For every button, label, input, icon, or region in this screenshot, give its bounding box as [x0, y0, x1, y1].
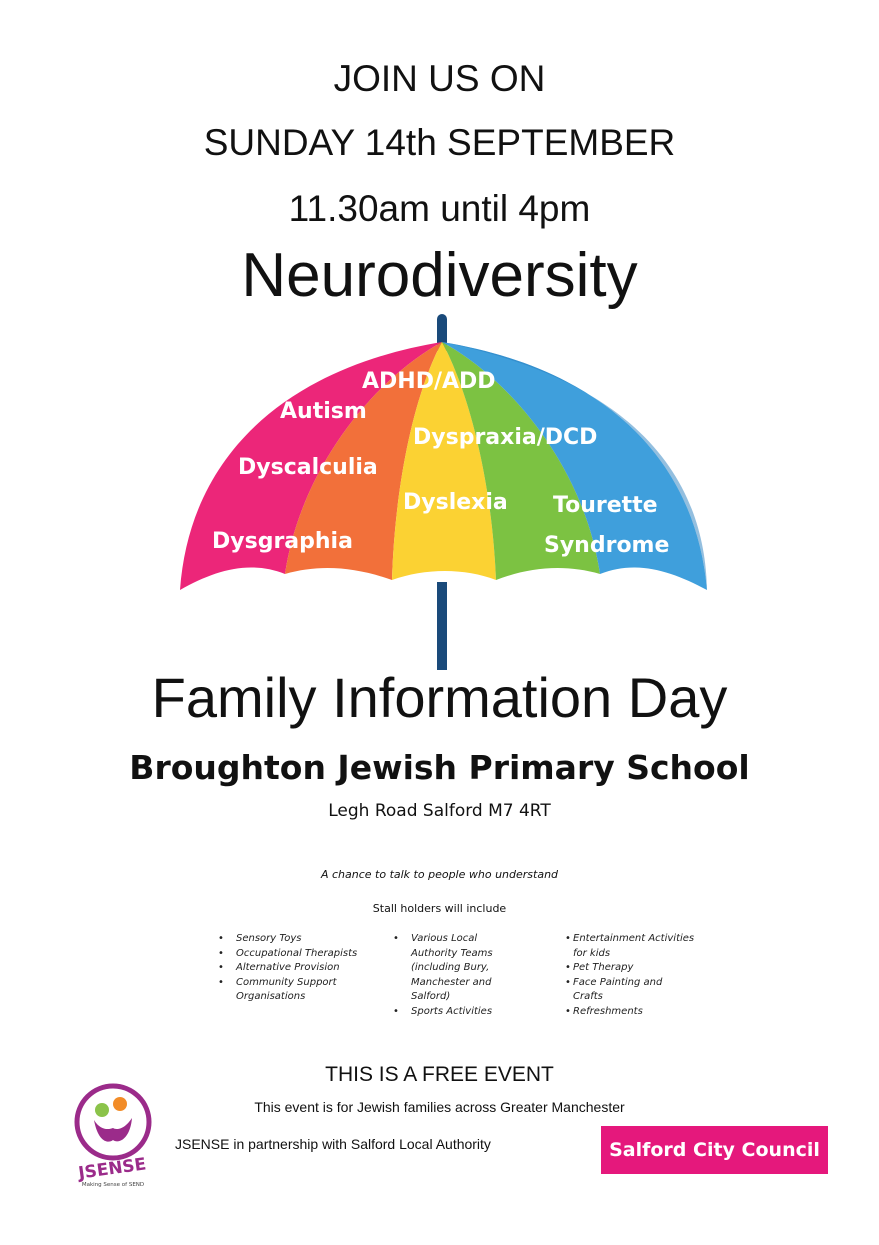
logo-figures [94, 1118, 132, 1142]
label-adhd: ADHD/ADD [362, 369, 496, 394]
logo-wordmark: JSENSE [77, 1154, 148, 1184]
event-title: Family Information Day [151, 666, 728, 729]
logo-ring [77, 1086, 149, 1158]
list-item: • Various Local Authority Teams (including Bury, Manchester and Salford) [393, 932, 523, 1005]
list-item: • Entertainment Activities for kids [565, 932, 695, 961]
council-badge: Salford City Council [601, 1126, 828, 1174]
logo-figure-head-orange [113, 1097, 127, 1111]
logo-tagline: Making Sense of SEND [81, 1182, 145, 1188]
umbrella-handle [437, 582, 447, 670]
label-dysgraphia: Dysgraphia [212, 529, 353, 554]
free-event-notice: THIS IS A FREE EVENT [325, 1063, 554, 1086]
list-item: • Occupational Therapists [218, 947, 358, 962]
stall-list-col3 [565, 932, 695, 1019]
label-autism: Autism [280, 399, 367, 424]
stall-list-col1 [218, 932, 358, 1005]
list-item: • Refreshments [565, 1005, 695, 1020]
label-syndrome: Syndrome [544, 533, 670, 558]
list-item: • Pet Therapy [565, 961, 695, 976]
label-dyspraxia: Dyspraxia/DCD [413, 425, 598, 450]
venue-name: Broughton Jewish Primary School [129, 748, 750, 787]
umbrella-illustration [170, 312, 715, 672]
list-item: • Alternative Provision [218, 961, 358, 976]
label-tourette: Tourette [553, 493, 658, 518]
stall-list-col2 [393, 932, 523, 1019]
list-item: • Sports Activities [393, 1005, 523, 1020]
jsense-logo [58, 1082, 168, 1192]
event-time: 11.30am until 4pm [288, 188, 591, 229]
label-dyscalculia: Dyscalculia [238, 455, 378, 480]
list-item: • Sensory Toys [218, 932, 358, 947]
join-us-heading: JOIN US ON [333, 58, 546, 99]
partnership-note: JSENSE in partnership with Salford Local Authority [175, 1136, 491, 1152]
list-item: • Face Painting and Crafts [565, 976, 695, 1005]
logo-figure-head-green [95, 1103, 109, 1117]
tagline: A chance to talk to people who understand [320, 868, 559, 881]
venue-address: Legh Road Salford M7 4RT [328, 801, 551, 821]
event-date: SUNDAY 14th SEPTEMBER [203, 122, 676, 163]
label-dyslexia: Dyslexia [403, 490, 508, 515]
list-item: • Community Support Organisations [218, 976, 358, 1005]
theme-title: Neurodiversity [241, 241, 638, 310]
stall-heading: Stall holders will include [372, 902, 507, 915]
audience-note: This event is for Jewish families across Greater Manchester [254, 1099, 625, 1115]
